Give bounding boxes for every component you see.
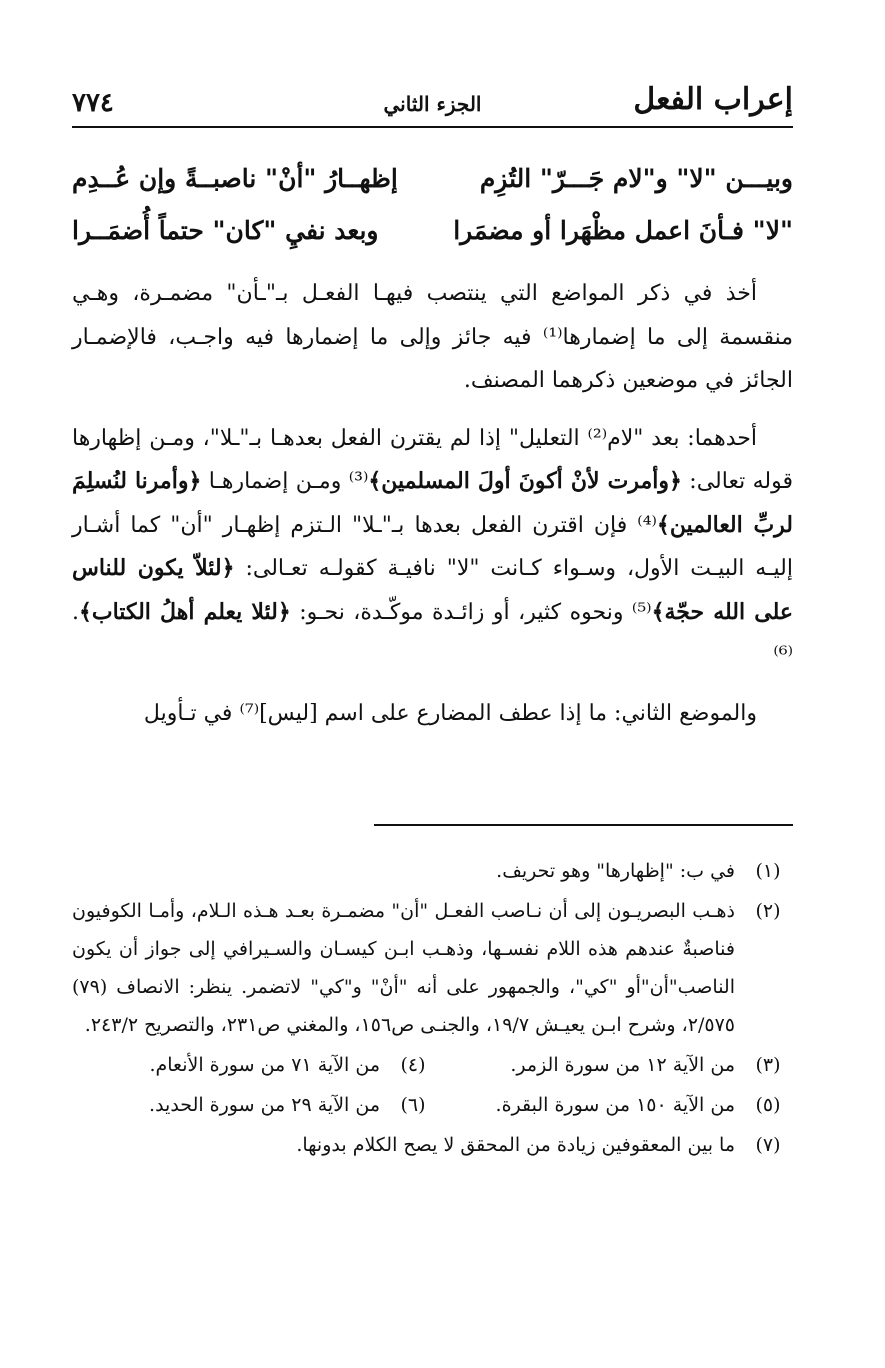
text-run: .⁽⁶⁾	[72, 599, 793, 668]
paragraph: والموضع الثاني: ما إذا عطف المضارع على اسم [ليس]⁽⁷⁾ في تـأويل	[143, 700, 757, 726]
verse-hemistich-second: وبعد نفيِ "كان" حتماً أُضمَــرا	[72, 216, 379, 245]
quran-quote: ﴿وأمرنا لنُسلِمَ لربِّ العالمين﴾	[72, 468, 793, 538]
footnote-text: ذهـب البصريـون إلى أن نـاصب الفعـل "أن" مضمـرة بعـد هـذه الـلام، وأمـا الكوفيون فناصبةٌ عندهم هذه اللام نفسـها، وذهـب ابـن كيسـان والسـيرافي إلى جواز أن يكون الناصب"أن"أو "كي"، والجمهور على أنه "أنْ" و"كي" لاتضمر. ينظر: الانصاف (٧٩) ٢/٥٧٥، وشرح ابـن يعيـش ١٩/٧، والجنـى ص١٥٦، والمغني ص٢٣١، والتصريح ٢٤٣/٢.	[72, 900, 735, 1036]
footnote-text: من الآية ٢٩ من سورة الحديد.	[149, 1094, 380, 1116]
footnote	[72, 892, 793, 1044]
verse-hemistich-first: وبيـــن "لا" و"لام جَـــرّ" التُزِم	[479, 164, 793, 193]
page-header	[72, 70, 793, 128]
footnote-text: ما بين المعقوفين زيادة من المحقق لا يصح الكلام بدونها.	[296, 1134, 735, 1156]
text-run: أحدهما: بعد "لام⁽²⁾ التعليل" إذا لم يقترن الفعل بعدهـا بـ"ـلا"، ومـن إظهارها قوله تعالى:	[72, 425, 793, 494]
footnote-text: في ب: "إظهارها" وهو تحريف.	[496, 860, 735, 882]
footnote-number: (٤)	[400, 1054, 426, 1076]
footnotes	[72, 852, 793, 1166]
chapter-title: إعراب الفعل	[633, 82, 793, 117]
footnote-text: من الآية ١٢ من سورة الزمر.	[510, 1054, 735, 1076]
footnote-number: (٦)	[400, 1094, 426, 1116]
verse-hemistich-first: "لا" فـأنَ اعمل مظْهَرا أو مضمَرا	[453, 216, 793, 245]
footnote-number: (١)	[755, 860, 781, 882]
poem-verses	[72, 160, 793, 264]
text-run: ⁽⁴⁾ فإن اقترن الفعل بعدها بـ"ـلا" الـتزم إظهـار "أن" كما أشـار إليـه البيـت الأول، وسـواء كـانت "لا" نافيـة كقولـه تعـالى:	[72, 512, 793, 581]
quran-quote: ﴿لئلا يعلم أهلُ الكتاب﴾	[79, 598, 291, 625]
paragraph: أخذ في ذكر المواضع التي ينتصب فيهـا الفعـل بـ"ـأن" مضمـرة، وهـي منقسمة إلى ما إضمارها⁽¹⁾ فيه جائز وإلى ما إضمارها فيه واجـب، فالإضمـار الجائز في موضعين ذكرهما المصنف.	[72, 281, 793, 393]
footnote-text: من الآية ٧١ من سورة الأنعام.	[149, 1054, 380, 1076]
footnote-number: (٥)	[755, 1094, 781, 1116]
text-run: ⁽⁵⁾ ونحوه كثير، أو زائـدة موكّـدة، نحـو:	[290, 599, 652, 625]
footnote-row	[72, 1086, 793, 1124]
quran-quote: ﴿لئلاّ يكون للناس على الله حجّة﴾	[72, 555, 794, 625]
footnote	[72, 852, 793, 890]
quran-quote: ﴿وأمرت لأنْ أكونَ أولَ المسلمين﴾	[368, 468, 682, 494]
footnote-number: (٢)	[755, 900, 781, 922]
verse-hemistich-second: إظهــارُ "أنْ" ناصبــةً وإن عُــدِم	[72, 164, 398, 193]
main-text	[72, 272, 793, 749]
page-number: ٧٧٤	[72, 88, 114, 118]
footnote-row	[72, 1126, 793, 1164]
part-label: الجزء الثاني	[383, 92, 482, 116]
footnote-row	[72, 1046, 793, 1084]
paragraph	[72, 417, 793, 678]
footnote-text: من الآية ١٥٠ من سورة البقرة.	[495, 1094, 735, 1116]
footnote-divider	[374, 824, 793, 826]
footnote-number: (٧)	[755, 1134, 781, 1156]
footnote-number: (٣)	[755, 1054, 781, 1076]
verse-line	[72, 160, 793, 212]
verse-line	[72, 212, 793, 264]
text-run: ⁽³⁾ ومـن إضمارهـا	[201, 469, 369, 494]
